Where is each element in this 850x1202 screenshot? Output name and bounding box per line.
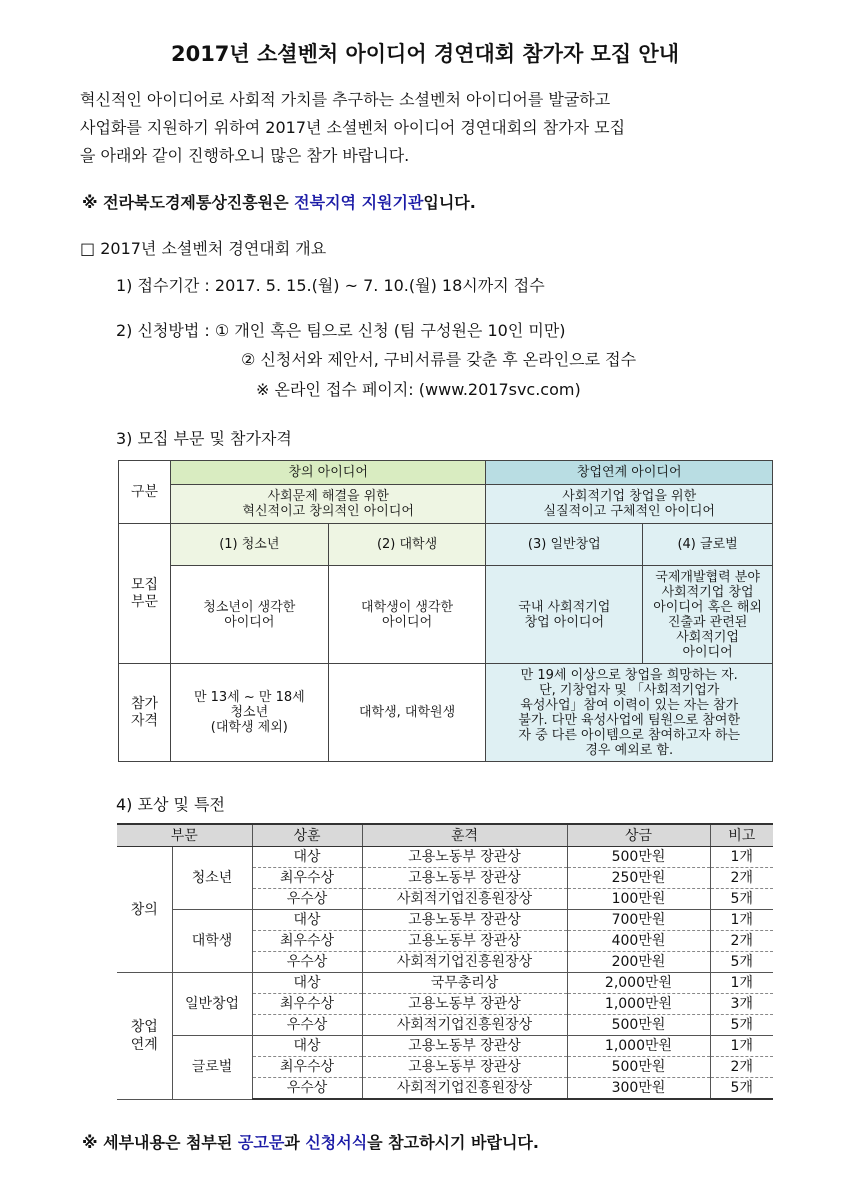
prize-header-cell: 훈격	[362, 824, 567, 847]
online-page-note: ※ 온라인 접수 페이지: (www.2017svc.com)	[256, 380, 581, 399]
prize-header-cell: 부문	[117, 824, 252, 847]
prize-award-cell: 대상	[252, 910, 362, 931]
prize-count-cell: 3개	[710, 994, 773, 1015]
intro-line-2: 사업화를 지원하기 위하여 2017년 소셜벤처 아이디어 경연대회의 참가자 모집	[80, 118, 626, 137]
prize-title-cell: 사회적기업진흥원장상	[362, 952, 567, 973]
prize-subgroup: 청소년	[172, 847, 252, 910]
prize-count-cell: 5개	[710, 1078, 773, 1100]
prize-title-cell: 고용노동부 장관상	[362, 910, 567, 931]
table-row	[117, 973, 773, 994]
prize-title-cell: 고용노동부 장관상	[362, 1036, 567, 1057]
prize-award-cell: 우수상	[252, 1078, 362, 1100]
category-general-startup-desc: 국내 사회적기업 창업 아이디어	[486, 566, 643, 664]
footer-pre: 세부내용은 첨부된	[103, 1133, 238, 1152]
table-row	[117, 1036, 773, 1057]
prize-award-cell: 우수상	[252, 1015, 362, 1036]
prize-header-cell: 비고	[710, 824, 773, 847]
creative-desc: 사회문제 해결을 위한 혁신적이고 창의적인 아이디어	[170, 485, 486, 524]
eligibility-youth: 만 13세 ~ 만 18세 청소년 (대학생 제외)	[170, 664, 328, 762]
prize-count-cell: 5개	[710, 889, 773, 910]
category-youth-desc: 청소년이 생각한 아이디어	[170, 566, 328, 664]
field-label: 모집 부문	[119, 524, 171, 664]
gubun-label: 구분	[119, 461, 171, 524]
footer-mid: 과	[284, 1133, 306, 1152]
prize-prize-cell: 100만원	[567, 889, 710, 910]
category-general-startup: (3) 일반창업	[486, 524, 643, 566]
prize-prize-cell: 700만원	[567, 910, 710, 931]
category-global-desc: 국제개발협력 분야 사회적기업 창업 아이디어 혹은 해외 진출과 관련된 사회적기업 아이디어	[643, 566, 773, 664]
prize-count-cell: 5개	[710, 1015, 773, 1036]
prize-prize-cell: 2,000만원	[567, 973, 710, 994]
prize-prize-cell: 300만원	[567, 1078, 710, 1100]
prize-award-cell: 최우수상	[252, 1057, 362, 1078]
table-row	[117, 847, 773, 868]
page-title: 2017년 소셜벤처 아이디어 경연대회 참가자 모집 안내	[170, 42, 680, 66]
prize-prize-cell: 500만원	[567, 1015, 710, 1036]
table-row	[117, 910, 773, 931]
intro-line-3: 을 아래와 같이 진행하오니 많은 참가 바랍니다.	[80, 146, 410, 165]
item-reception-period: 1) 접수기간 : 2017. 5. 15.(월) ~ 7. 10.(월) 18시까지 접수	[116, 276, 545, 295]
announcement-link[interactable]: 공고문	[237, 1133, 285, 1152]
recruit-heading: 3) 모집 부문 및 참가자격	[116, 429, 292, 448]
prize-subgroup: 글로벌	[172, 1036, 252, 1100]
application-form-link[interactable]: 신청서식	[305, 1133, 368, 1152]
prize-title-cell: 국무총리상	[362, 973, 567, 994]
notice-highlight: 전북지역 지원기관	[294, 193, 424, 212]
prize-group: 창업 연계	[117, 973, 172, 1100]
eligibility-label: 참가 자격	[119, 664, 171, 762]
prize-prize-cell: 1,000만원	[567, 994, 710, 1015]
prize-prize-cell: 500만원	[567, 1057, 710, 1078]
prize-prize-cell: 400만원	[567, 931, 710, 952]
prize-count-cell: 2개	[710, 868, 773, 889]
prize-award-cell: 최우수상	[252, 994, 362, 1015]
prize-table	[117, 823, 773, 1100]
prize-count-cell: 1개	[710, 910, 773, 931]
prize-header-cell: 상훈	[252, 824, 362, 847]
startup-desc: 사회적기업 창업을 위한 실질적이고 구체적인 아이디어	[486, 485, 773, 524]
notice	[82, 190, 476, 213]
overview-heading: □ 2017년 소셜벤처 경연대회 개요	[80, 239, 327, 258]
prize-prize-cell: 200만원	[567, 952, 710, 973]
prize-title-cell: 사회적기업진흥원장상	[362, 1015, 567, 1036]
prize-award-cell: 우수상	[252, 889, 362, 910]
footer-mark: ※	[82, 1133, 104, 1152]
prize-subgroup: 대학생	[172, 910, 252, 973]
footer-post: 을 참고하시기 바랍니다.	[367, 1133, 539, 1152]
prize-prize-cell: 250만원	[567, 868, 710, 889]
prize-count-cell: 5개	[710, 952, 773, 973]
prize-group: 창의	[117, 847, 172, 973]
prize-prize-cell: 1,000만원	[567, 1036, 710, 1057]
recruit-table	[118, 460, 773, 762]
prize-header-row	[117, 824, 773, 847]
prize-title-cell: 고용노동부 장관상	[362, 994, 567, 1015]
category-youth: (1) 청소년	[170, 524, 328, 566]
notice-pre: 전라북도경제통상진흥원은	[103, 193, 295, 212]
prize-award-cell: 대상	[252, 1036, 362, 1057]
prize-count-cell: 1개	[710, 1036, 773, 1057]
prize-count-cell: 2개	[710, 1057, 773, 1078]
notice-post: 입니다.	[423, 193, 476, 212]
category-university: (2) 대학생	[328, 524, 486, 566]
eligibility-university: 대학생, 대학원생	[328, 664, 486, 762]
startup-header: 창업연계 아이디어	[486, 461, 773, 485]
notice-mark: ※	[82, 193, 104, 212]
prize-award-cell: 대상	[252, 847, 362, 868]
prize-award-cell: 최우수상	[252, 868, 362, 889]
prize-title-cell: 고용노동부 장관상	[362, 868, 567, 889]
prize-count-cell: 1개	[710, 847, 773, 868]
creative-header: 창의 아이디어	[170, 461, 486, 485]
prize-award-cell: 우수상	[252, 952, 362, 973]
intro-line-1: 혁신적인 아이디어로 사회적 가치를 추구하는 소셜벤처 아이디어를 발굴하고	[80, 90, 611, 109]
prize-count-cell: 1개	[710, 973, 773, 994]
prize-prize-cell: 500만원	[567, 847, 710, 868]
footer-note	[82, 1130, 539, 1153]
prize-heading: 4) 포상 및 특전	[116, 795, 225, 814]
prize-title-cell: 고용노동부 장관상	[362, 847, 567, 868]
prize-title-cell: 고용노동부 장관상	[362, 931, 567, 952]
category-university-desc: 대학생이 생각한 아이디어	[328, 566, 486, 664]
eligibility-startup: 만 19세 이상으로 창업을 희망하는 자. 단, 기창업자 및 「사회적기업가 육성사업」참여 이력이 있는 자는 참가 불가. 다만 육성사업에 팀원으로 참여한 자 중 다른 아이템으로 참여하고자 하는 경우 예외로 함.	[486, 664, 773, 762]
prize-award-cell: 대상	[252, 973, 362, 994]
item-application-method: 2) 신청방법 : ① 개인 혹은 팀으로 신청 (팀 구성원은 10인 미만)	[116, 321, 566, 340]
prize-subgroup: 일반창업	[172, 973, 252, 1036]
prize-count-cell: 2개	[710, 931, 773, 952]
prize-title-cell: 사회적기업진흥원장상	[362, 889, 567, 910]
prize-title-cell: 사회적기업진흥원장상	[362, 1078, 567, 1100]
category-global: (4) 글로벌	[643, 524, 773, 566]
item-application-method-2: ② 신청서와 제안서, 구비서류를 갖춘 후 온라인으로 접수	[241, 350, 637, 369]
prize-award-cell: 최우수상	[252, 931, 362, 952]
prize-title-cell: 고용노동부 장관상	[362, 1057, 567, 1078]
prize-header-cell: 상금	[567, 824, 710, 847]
